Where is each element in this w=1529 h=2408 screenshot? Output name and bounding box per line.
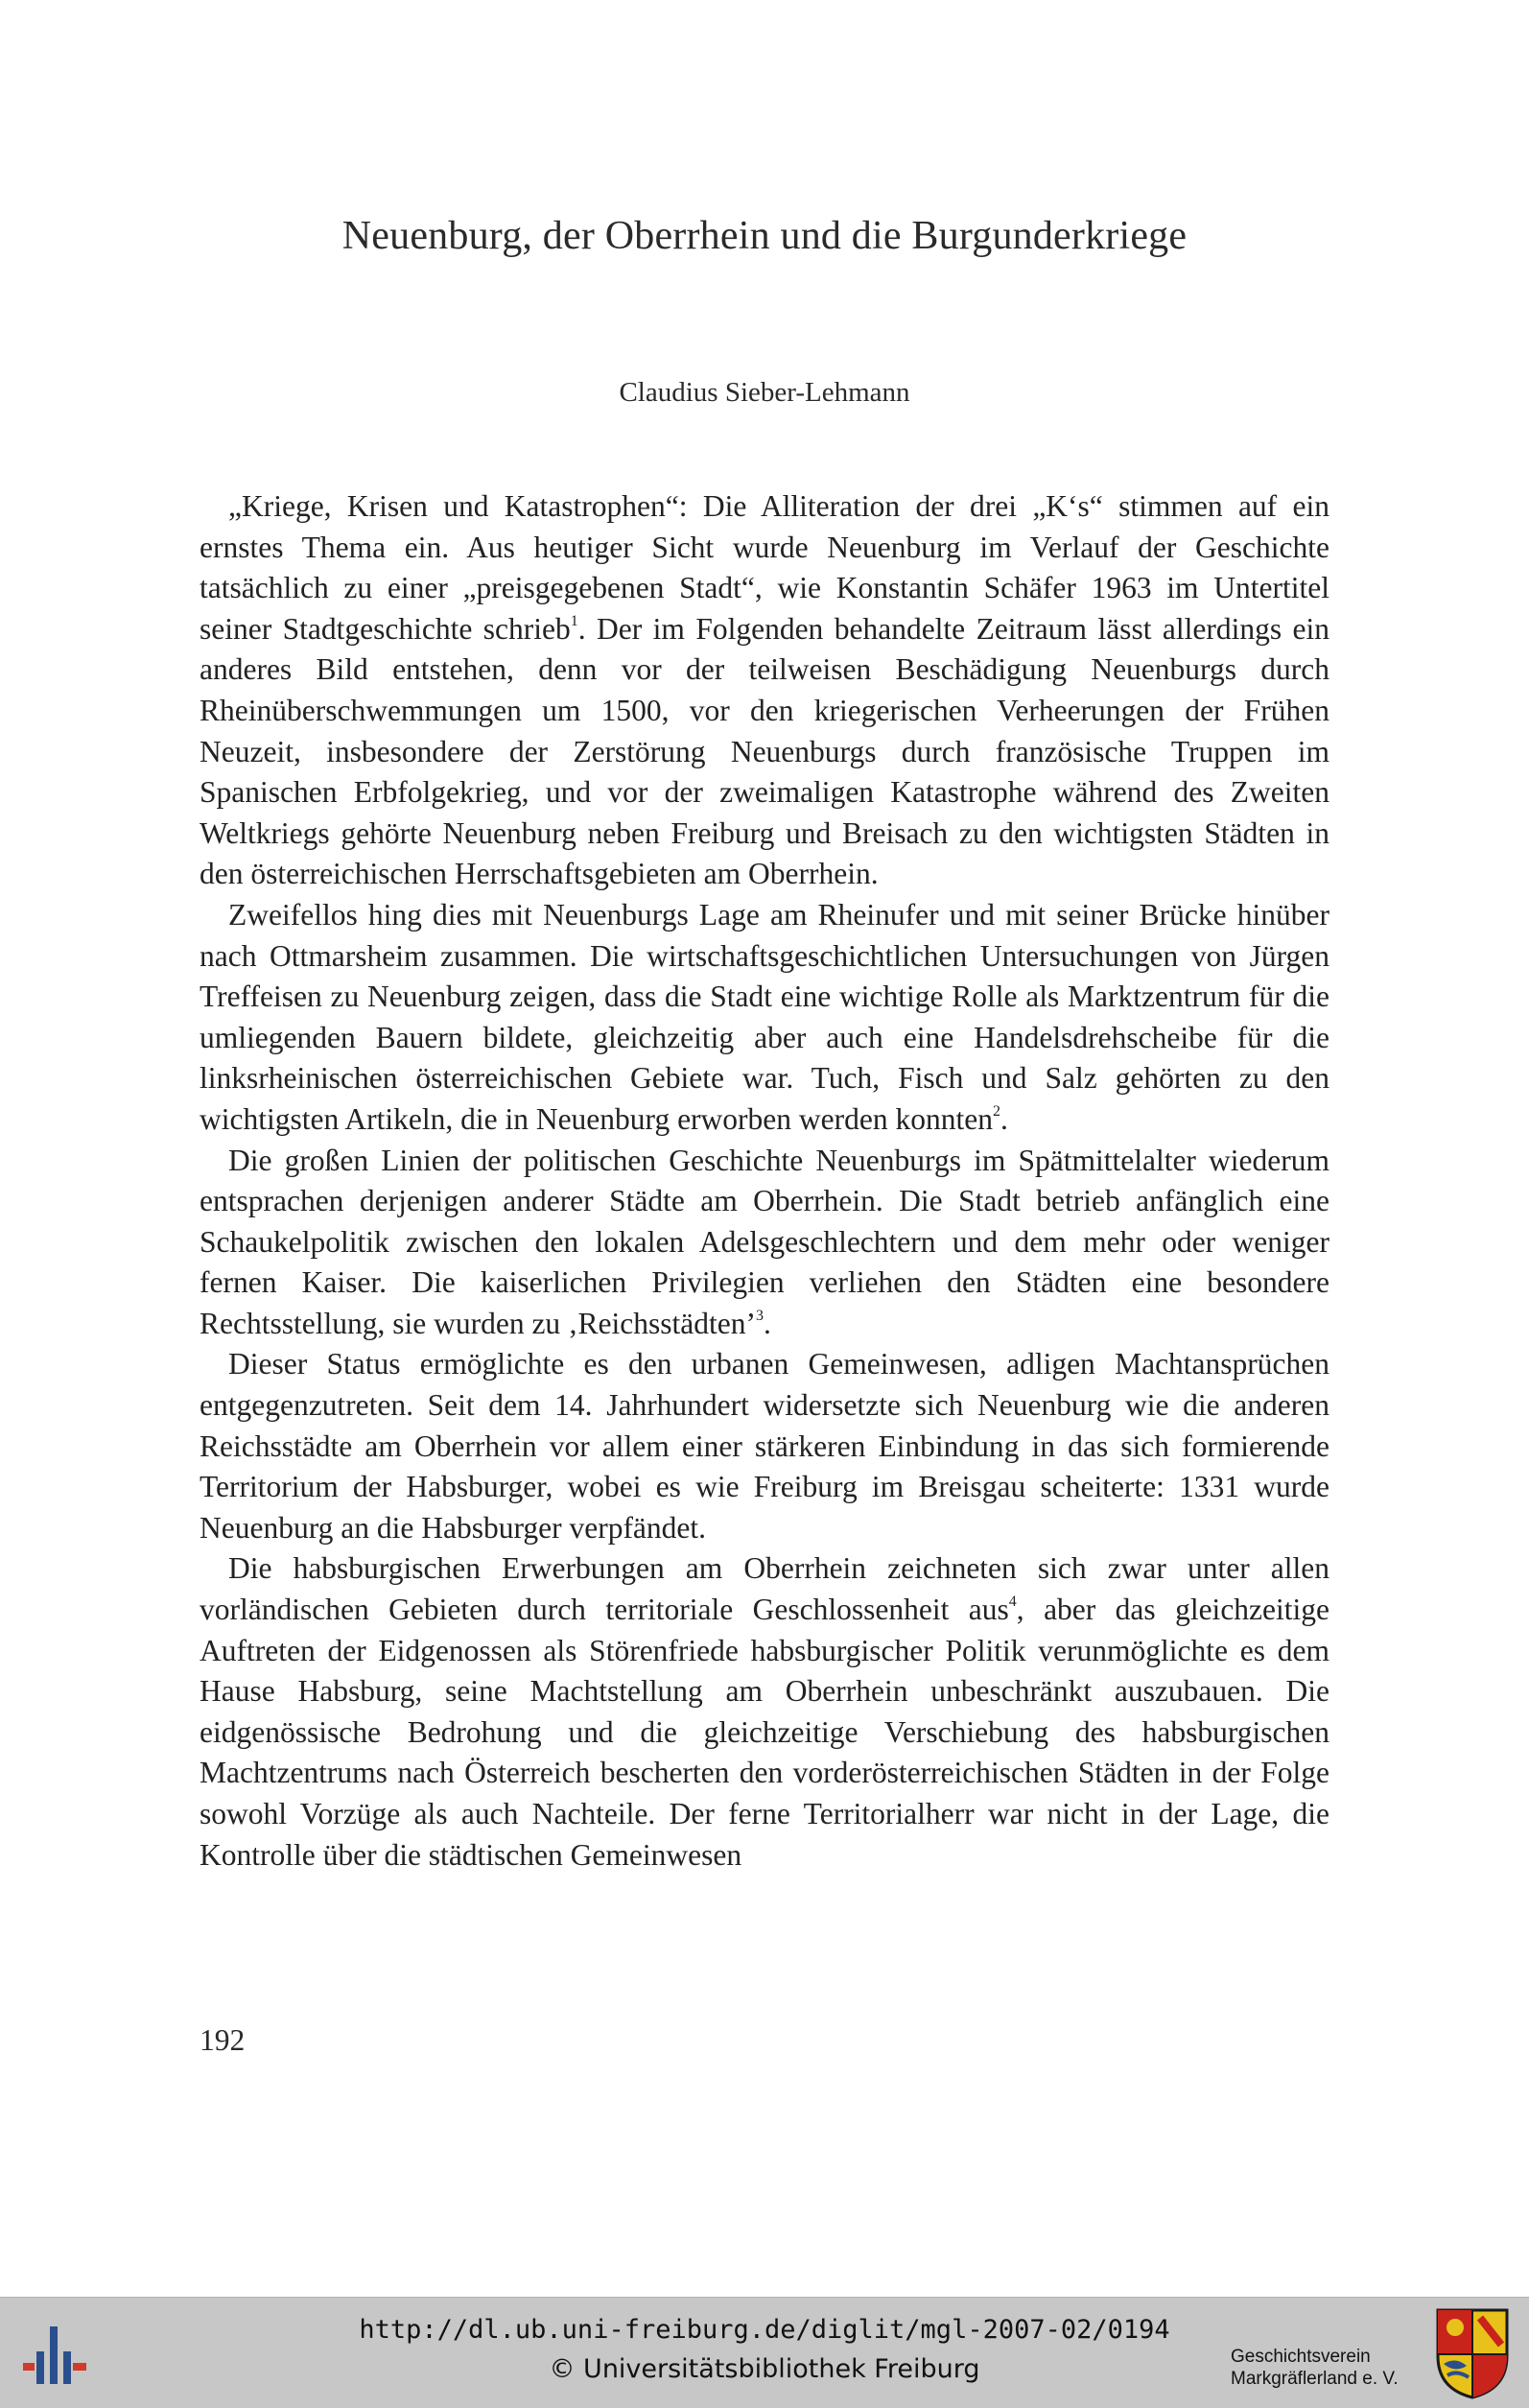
paragraph-text: „Kriege, Krisen und Katastrophen“: Die Alliteration der drei „K‘s“ stimmen auf ein ernstes Thema ein. Aus heutiger Sicht wurde Neuenburg im Verlauf der Geschichte tatsächlich zu einer „preisgegebenen Stadt“, wie Konstantin Schäfer 1963 im Untertitel seiner Stadtgeschichte schrieb — [200, 489, 1329, 646]
body-text — [200, 486, 1329, 1876]
footnote-ref-3[interactable]: 3 — [755, 1307, 764, 1324]
footnote-ref-1[interactable]: 1 — [570, 612, 578, 629]
footnote-ref-4[interactable]: 4 — [1008, 1594, 1017, 1611]
footer-society-name — [1231, 2346, 1399, 2390]
page-title: Neuenburg, der Oberrhein und die Burgunderkriege — [341, 214, 1188, 258]
paragraph-text: Die habsburgischen Erwerbungen am Oberrhein zeichneten sich zwar unter allen vorländischen Gebieten durch territoriale Geschlossenheit aus — [200, 1551, 1329, 1627]
footer-url-link[interactable]: http://dl.ub.uni-freiburg.de/diglit/mgl-2007-02/0194 — [359, 2315, 1170, 2345]
paragraph-text: Dieser Status ermöglichte es den urbanen Gemeinwesen, adligen Machtansprüchen entgegenzutreten. Seit dem 14. Jahrhundert widersetzte sich Neuenburg wie die anderen Reichsstädte am Oberrhein vor allem einer stärkeren Einbindung in das sich formierende Territorium der Habsburger, wobei es wie Freiburg im Breisgau scheiterte: 1331 wurde Neuenburg an die Habsburger verpfändet. — [200, 1347, 1329, 1545]
paragraph-text: Die großen Linien der politischen Geschichte Neuenburgs im Spätmittelalter wiederum entsprachen derjenigen anderer Städte am Oberrhein. Die Stadt betrieb anfänglich eine Schaukelpolitik zwischen den lokalen Adelsgeschlechtern und dem mehr oder weniger fernen Kaiser. Die kaiserlichen Privilegien verliehen den Städten eine besondere Rechtsstellung, sie wurden zu ‚Reichsstädten’ — [200, 1143, 1329, 1340]
paragraph-2 — [200, 895, 1329, 1141]
society-line-2: Markgräflerland e. V. — [1231, 2369, 1399, 2389]
footnote-ref-2[interactable]: 2 — [992, 1102, 1000, 1120]
footer-copyright: © Universitätsbibliothek Freiburg — [549, 2354, 980, 2384]
paragraph-text: . Der im Folgenden behandelte Zeitraum lässt allerdings ein anderes Bild entstehen, denn vor der teilweisen Beschädigung Neuenburgs durch Rheinüberschwemmungen um 1500, vor den kriegerischen Verheerungen der Frühen Neuzeit, insbesondere der Zerstörung Neuenburgs durch französische Truppen im Spanischen Erbfolgekrieg, und vor der zweimaligen Katastrophe während des Zweiten Weltkriegs gehörte Neuenburg neben Freiburg und Breisach zu den wichtigsten Städten in den österreichischen Herrschaftsgebieten am Oberrhein. — [200, 611, 1329, 891]
paragraph-text: Zweifellos hing dies mit Neuenburgs Lage am Rheinufer und mit seiner Brücke hinüber nach Ottmarsheim zusammen. Die wirtschaftsgeschichtlichen Untersuchungen von Jürgen Treffeisen zu Neuenburg zeigen, dass die Stadt eine wichtige Rolle als Marktzentrum für die umliegenden Bauern bildete, gleichzeitig aber auch eine Handelsdrehscheibe für die linksrheinischen österreichischen Gebiete war. Tuch, Fisch und Salz gehörten zu den wichtigsten Artikeln, die in Neuenburg erworben werden konnten — [200, 897, 1329, 1136]
society-line-1: Geschichtsverein — [1231, 2347, 1371, 2367]
paragraph-1 — [200, 486, 1329, 895]
paragraph-text: . — [1000, 1101, 1008, 1136]
paragraph-3 — [200, 1141, 1329, 1345]
page-number: 192 — [200, 2023, 246, 2057]
coat-of-arms-icon[interactable] — [1434, 2306, 1511, 2400]
paragraph-text: , aber das gleichzeitige Auftreten der Eidgenossen als Störenfriede habsburgischer Politik verunmöglichte es dem Hause Habsburg, seine Machtstellung am Oberrhein unbeschränkt auszubauen. Die eidgenössische Bedrohung und die gleichzeitige Verschiebung des habsburgischen Machtzentrums nach Österreich bescherten den vorderösterreichischen Städten in der Folge sowohl Vorzüge als auch Nachteile. Der ferne Territorialherr war nicht in der Lage, die Kontrolle über die städtischen Gemeinwesen — [200, 1593, 1329, 1872]
paragraph-5 — [200, 1548, 1329, 1876]
paragraph-text: . — [763, 1306, 771, 1340]
footer-bar — [0, 2297, 1529, 2408]
paragraph-4 — [200, 1344, 1329, 1548]
author-name: Claudius Sieber-Lehmann — [619, 377, 910, 408]
